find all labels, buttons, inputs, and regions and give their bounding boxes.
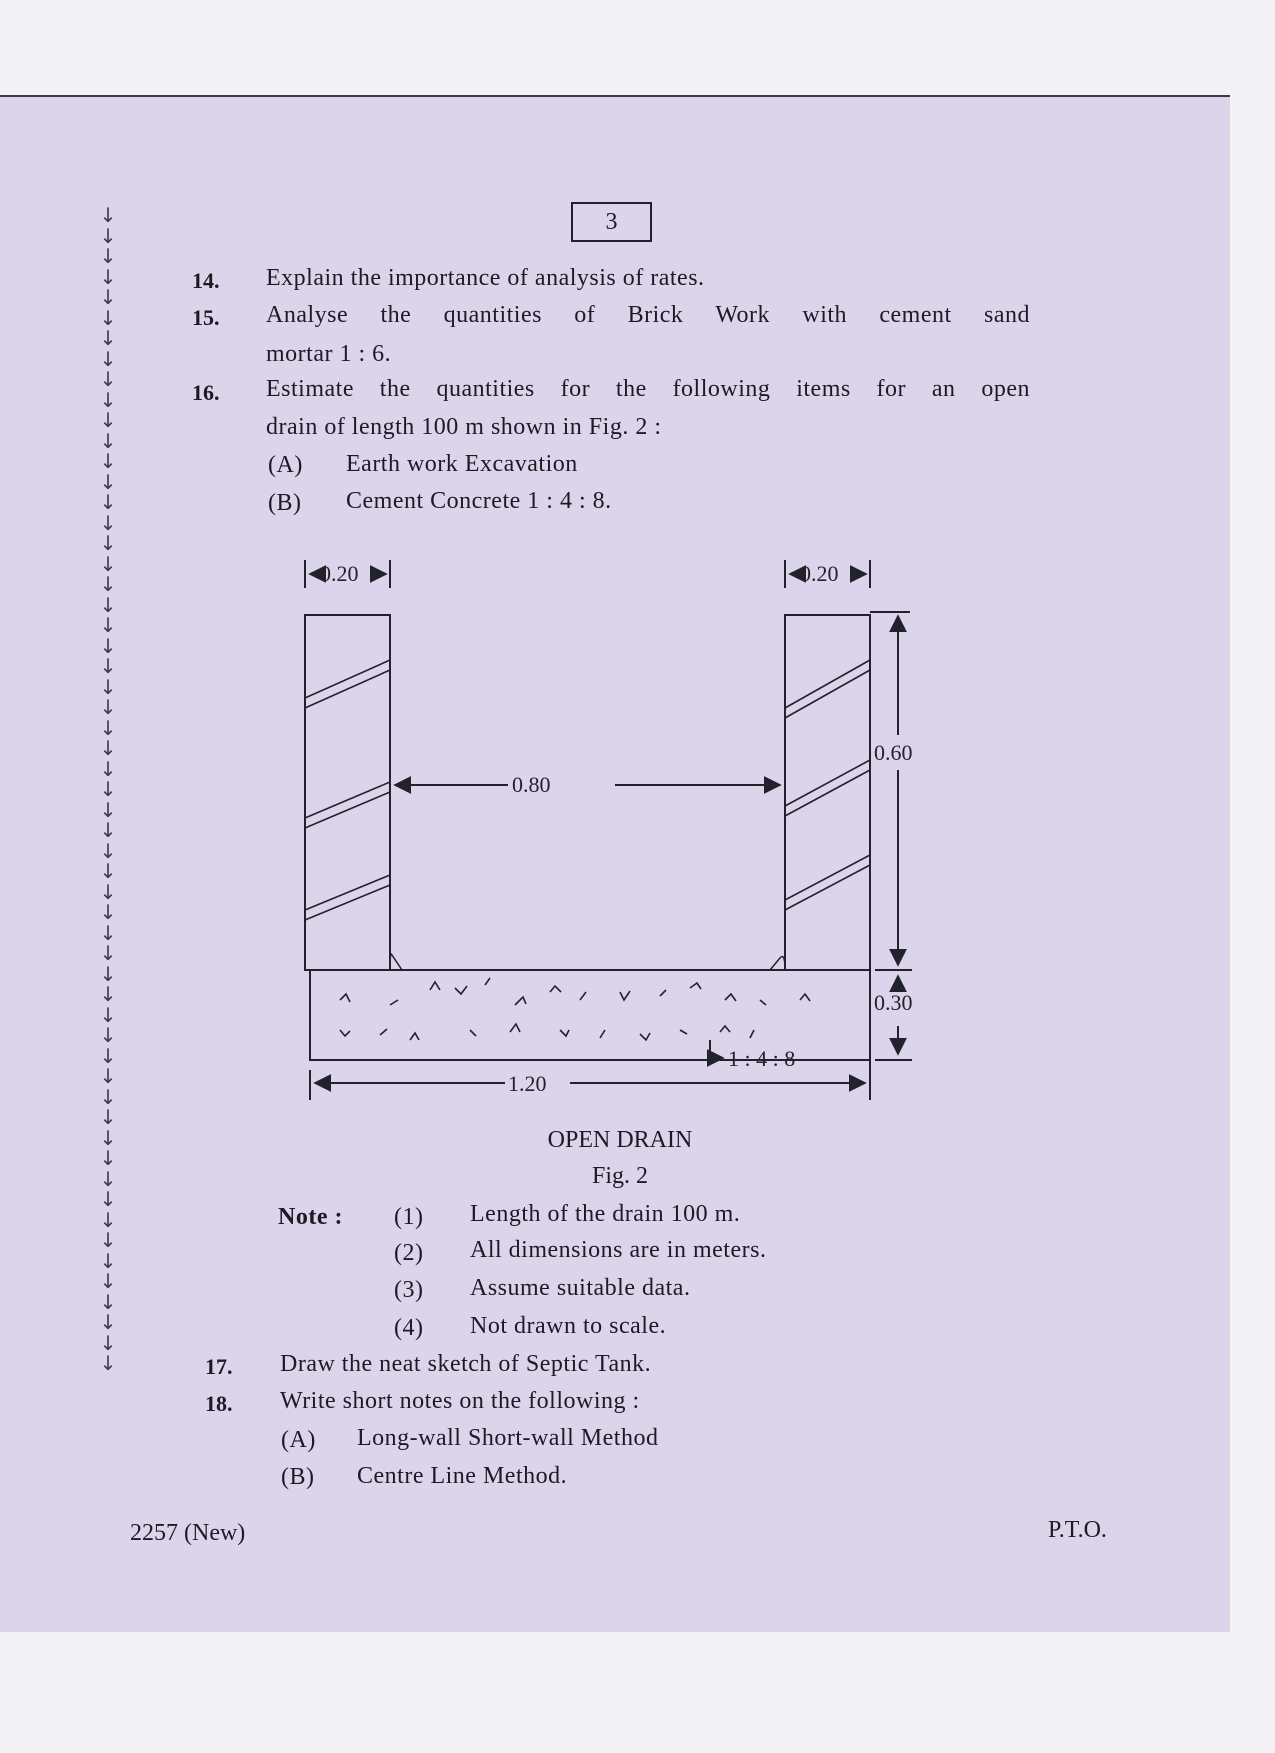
dim-wall-right: 0.20 [800, 561, 839, 586]
margin-arrow-icon: ↓ [99, 1125, 117, 1150]
margin-arrow-icon: ↓ [99, 1269, 117, 1293]
open-drain-figure [280, 560, 960, 1110]
question-number: 17. [205, 1354, 233, 1379]
pto-label: P.T.O. [1048, 1517, 1107, 1543]
margin-arrow-icon: ↓ [99, 367, 117, 391]
margin-arrow-icon: ↓ [99, 633, 117, 658]
margin-arrow-icon: ↓ [99, 1064, 117, 1088]
margin-arrow-icon: ↓ [99, 1310, 117, 1334]
item-text: Cement Concrete 1 : 4 : 8. [346, 488, 612, 514]
margin-arrow-icon: ↓ [99, 777, 117, 801]
margin-arrow-icon: ↓ [99, 961, 117, 986]
note-number: (3) [394, 1277, 424, 1303]
left-wall [305, 615, 390, 970]
margin-arrow-icon: ↓ [99, 695, 117, 719]
margin-arrow-icon: ↓ [99, 1228, 117, 1252]
question-text-continued: mortar 1 : 6. [266, 341, 392, 367]
margin-arrow-icon: ↓ [99, 736, 117, 760]
margin-arrow-icon: ↓ [99, 756, 117, 781]
margin-arrow-icon: ↓ [99, 1002, 117, 1027]
margin-arrow-icon: ↓ [99, 838, 117, 863]
margin-arrow-icon: ↓ [99, 654, 117, 678]
margin-arrow-icon: ↓ [99, 900, 117, 924]
question-text: Draw the neat sketch of Septic Tank. [280, 1351, 652, 1377]
margin-arrow-icon: ↓ [99, 592, 117, 617]
figure-title: OPEN DRAIN [547, 1127, 693, 1153]
mix-ratio-label: 1 : 4 : 8 [728, 1046, 796, 1071]
margin-arrow-icon: ↓ [99, 551, 117, 576]
margin-arrow-icon: ↓ [99, 223, 117, 248]
margin-arrow-icon: ↓ [99, 244, 117, 268]
question-text-continued: drain of length 100 m shown in Fig. 2 : [266, 414, 662, 440]
item-text: Centre Line Method. [357, 1463, 568, 1489]
margin-arrow-icon: ↓ [99, 797, 117, 822]
note-text: Length of the drain 100 m. [470, 1201, 741, 1227]
margin-arrow-icon: ↓ [99, 285, 117, 309]
question-number: 18. [205, 1391, 233, 1416]
margin-arrow-icon: ↓ [99, 305, 117, 330]
question-number: 15. [192, 305, 220, 330]
margin-arrow-icon: ↓ [99, 408, 117, 432]
margin-arrow-icon: ↓ [99, 674, 117, 699]
dim-base-thickness: 0.30 [874, 990, 913, 1015]
note-label: Note : [278, 1204, 343, 1230]
note-number: (4) [394, 1315, 424, 1341]
dim-inner-width: 0.80 [512, 772, 551, 797]
dim-wall-left: 0.20 [320, 561, 359, 586]
margin-arrow-icon: ↓ [99, 203, 117, 227]
margin-arrow-icon: ↓ [99, 941, 117, 965]
margin-arrow-icon: ↓ [99, 1187, 117, 1211]
paper-code: 2257 (New) [130, 1520, 246, 1546]
note-text: Not drawn to scale. [470, 1313, 667, 1339]
margin-arrow-icon: ↓ [99, 879, 117, 904]
margin-arrow-icon: ↓ [99, 1207, 117, 1232]
margin-arrow-icon: ↓ [99, 387, 117, 412]
margin-arrow-icon: ↓ [99, 859, 117, 883]
item-label: (B) [268, 490, 302, 516]
question-number: 16. [192, 380, 220, 405]
margin-arrow-icon: ↓ [99, 1248, 117, 1273]
question-text: Write short notes on the following : [280, 1388, 640, 1414]
margin-arrow-icon: ↓ [99, 469, 117, 494]
margin-arrow-icon: ↓ [99, 982, 117, 1006]
margin-arrow-icon: ↓ [99, 1330, 117, 1355]
note-text: Assume suitable data. [470, 1275, 691, 1301]
note-text: All dimensions are in meters. [470, 1237, 767, 1263]
margin-arrow-icon: ↓ [99, 449, 117, 473]
figure-caption: Fig. 2 [591, 1163, 648, 1189]
margin-arrow-icon: ↓ [99, 510, 117, 535]
question-text: Estimate the quantities for the following items for an open [266, 376, 1030, 402]
margin-arrow-icon: ↓ [99, 1023, 117, 1047]
margin-arrow-icon: ↓ [99, 531, 117, 555]
margin-arrow-icon: ↓ [99, 490, 117, 514]
dim-wall-height: 0.60 [874, 740, 913, 765]
margin-arrow-icon: ↓ [99, 1043, 117, 1068]
margin-arrows [96, 205, 120, 1374]
question-text: Analyse the quantities of Brick Work with cement sand [266, 302, 1030, 328]
note-number: (1) [394, 1204, 424, 1230]
margin-arrow-icon: ↓ [99, 1351, 117, 1375]
item-text: Earth work Excavation [346, 451, 578, 477]
margin-arrow-icon: ↓ [99, 572, 117, 596]
margin-arrow-icon: ↓ [99, 818, 117, 842]
note-number: (2) [394, 1240, 424, 1266]
item-text: Long-wall Short-wall Method [357, 1425, 659, 1451]
item-label: (B) [281, 1464, 315, 1490]
margin-arrow-icon: ↓ [99, 613, 117, 637]
dim-total-width: 1.20 [508, 1071, 547, 1096]
page-number: 3 [571, 202, 652, 242]
question-text: Explain the importance of analysis of rates. [266, 265, 705, 291]
margin-arrow-icon: ↓ [99, 1146, 117, 1170]
item-label: (A) [281, 1427, 316, 1453]
margin-arrow-icon: ↓ [99, 715, 117, 740]
margin-arrow-icon: ↓ [99, 1105, 117, 1129]
margin-arrow-icon: ↓ [99, 326, 117, 350]
margin-arrow-icon: ↓ [99, 1289, 117, 1314]
question-number: 14. [192, 268, 220, 293]
margin-arrow-icon: ↓ [99, 1166, 117, 1191]
margin-arrow-icon: ↓ [99, 428, 117, 453]
margin-arrow-icon: ↓ [99, 1084, 117, 1109]
item-label: (A) [268, 452, 303, 478]
margin-arrow-icon: ↓ [99, 346, 117, 371]
margin-arrow-icon: ↓ [99, 264, 117, 289]
margin-arrow-icon: ↓ [99, 920, 117, 945]
